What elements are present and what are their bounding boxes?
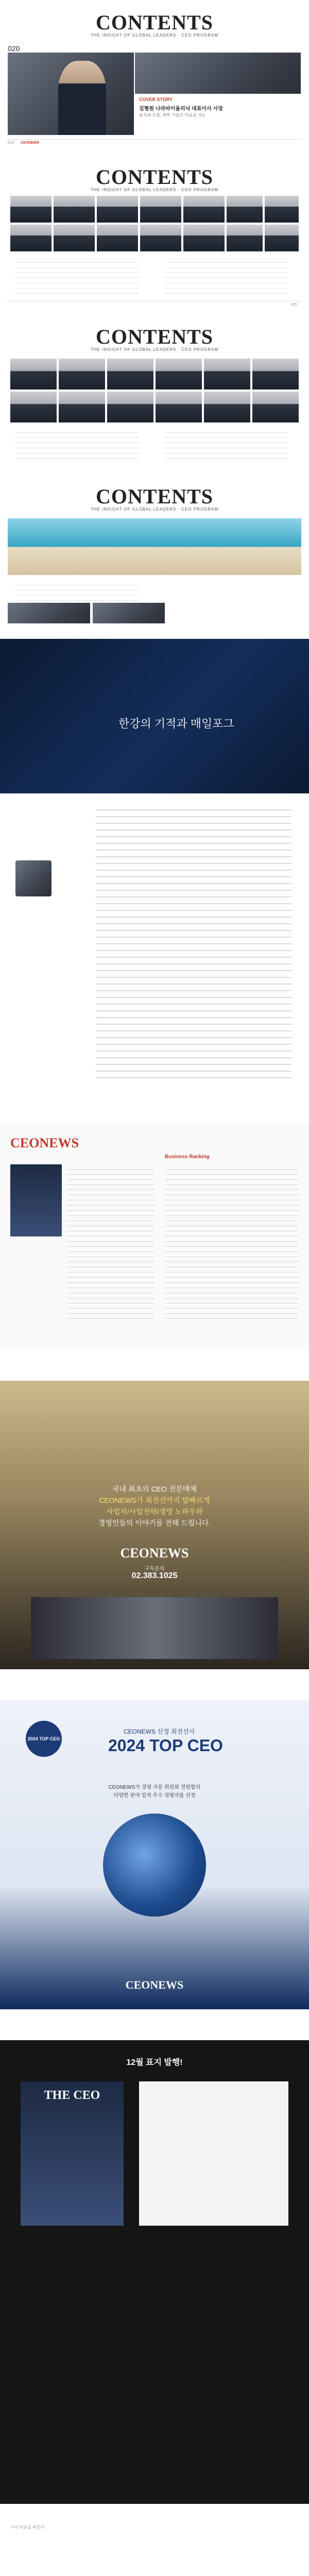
feature-photo (59, 359, 105, 389)
feature-photo (156, 392, 202, 422)
issue-headline: 12월 표지 발행! (126, 2058, 183, 2067)
ad-line-4: 경영인들의 이야기를 전해 드립니다. (98, 1519, 211, 1527)
ad-phone: 02.383.1025 (131, 1571, 178, 1580)
toc-column-right (165, 428, 288, 459)
footer-left: 구국 마음을 바꾼다 (10, 2525, 45, 2530)
ad-phone-label: 구독문의 (144, 1566, 165, 1572)
magazine-toc-right (165, 1164, 299, 1319)
top-ceo-desc1: CEONEWS가 경영 자문 위원회 전원합의 (108, 1785, 201, 1790)
resort-photo (8, 518, 301, 575)
feature-photo (10, 392, 57, 422)
feature-photo (252, 359, 299, 389)
contents-subtitle-3: THE INSIGHT OF GLOBAL LEADERS · CEO PROGRAM (90, 347, 219, 352)
toc-column-right (165, 258, 288, 294)
feature-photo (10, 359, 57, 389)
author-photo (15, 860, 52, 896)
page-number: 020 (8, 44, 20, 53)
feature-photo (59, 392, 105, 422)
december-issue-ad (0, 2040, 309, 2504)
contents-subtitle: THE INSIGHT OF GLOBAL LEADERS · CEO PROGRAM (90, 33, 219, 38)
contents-title-4: CONTENTS (95, 485, 214, 508)
footer-page: 015 (291, 303, 297, 307)
magazine-stack (31, 1597, 278, 1659)
contents-subtitle-4: THE INSIGHT OF GLOBAL LEADERS · CEO PROGRAM (90, 507, 219, 512)
contents-title-2: CONTENTS (95, 165, 214, 189)
ad-line-2: CEONEWS가 최전선까지 발빠르게 (99, 1496, 210, 1504)
contents-page-3 (0, 314, 309, 469)
feature-photo (252, 392, 299, 422)
cover-main-photo (135, 53, 301, 94)
ad-brand: CEONEWS (120, 1546, 189, 1561)
footer-divider (7, 139, 302, 140)
top-ceo-line1: CEONEWS 선정 최전선사 (124, 1728, 195, 1735)
feature-photo (265, 225, 299, 251)
contents-title: CONTENTS (95, 11, 214, 34)
footer-brand: CEONEWS (21, 141, 40, 145)
magazine-brand: CEONEWS (10, 1136, 79, 1150)
footer-page: 014 (8, 141, 14, 145)
feature-photo (265, 196, 299, 223)
section-title: Business Ranking (165, 1154, 210, 1160)
feature-photo (204, 359, 250, 389)
feature-photo (97, 225, 138, 251)
blog-title: 한강의 기적과 매일포그 (118, 717, 234, 730)
blog-header (0, 639, 309, 793)
feature-photo (204, 392, 250, 422)
magazine-cover (10, 1164, 62, 1236)
feature-photo (107, 359, 153, 389)
top-ceo-badge: 2024 TOP CEO (26, 1721, 62, 1757)
cover-photo (8, 53, 134, 135)
top-ceo-desc2: 다양한 분야 업적 우수 경영자를 선정 (113, 1793, 196, 1799)
top-ceo-title: 2024 TOP CEO (108, 1736, 223, 1755)
top-ceo-ad (0, 1700, 309, 2009)
contents-title-3: CONTENTS (95, 325, 214, 348)
blog-footer (0, 2514, 309, 2576)
issue-cover-title: THE CEO (44, 2089, 100, 2102)
feature-photo (227, 196, 263, 223)
issue-article-preview (139, 2081, 288, 2226)
ad-line-3: 사업자/사업전략/경영 노하우와 (106, 1507, 203, 1516)
feature-photo (227, 225, 263, 251)
feature-photo (156, 359, 202, 389)
toc-column-left (15, 258, 139, 294)
cover-story-line1: 김형원 나라바이올리닉 대표이사 사장 (139, 106, 223, 112)
magazine-index (0, 1123, 309, 1350)
feature-photo (140, 196, 181, 223)
feature-photo (54, 225, 95, 251)
feature-photo (183, 225, 225, 251)
article-body (96, 804, 291, 1082)
feature-photo (140, 225, 181, 251)
toc-column-left (15, 580, 139, 601)
ceonews-ad (0, 1381, 309, 1669)
feature-photo (10, 196, 52, 223)
event-photo (8, 603, 90, 623)
feature-photo (10, 225, 52, 251)
globe-graphic (103, 1814, 206, 1917)
ad-line-1: 국내 최초의 CEO 전문매체 (112, 1485, 197, 1493)
feature-photo (97, 196, 138, 223)
cover-story-label: COVER STORY (139, 97, 173, 102)
event-photo (93, 603, 165, 623)
top-ceo-brand: CEONEWS (125, 1978, 184, 1991)
contents-page-2 (0, 155, 309, 309)
contents-subtitle-2: THE INSIGHT OF GLOBAL LEADERS · CEO PROGRAM (90, 188, 219, 192)
contents-page-4 (0, 474, 309, 629)
toc-column-left (15, 428, 139, 459)
feature-photo (183, 196, 225, 223)
magazine-toc-left (67, 1164, 154, 1319)
feature-photo (54, 196, 95, 223)
feature-photo (107, 392, 153, 422)
cover-story-line2: 음식과 오감, 과학 기술로 마음을 겨눈 (139, 113, 206, 117)
article-section (0, 804, 309, 1092)
issue-cover (21, 2081, 124, 2226)
contents-page-1 (0, 0, 309, 149)
